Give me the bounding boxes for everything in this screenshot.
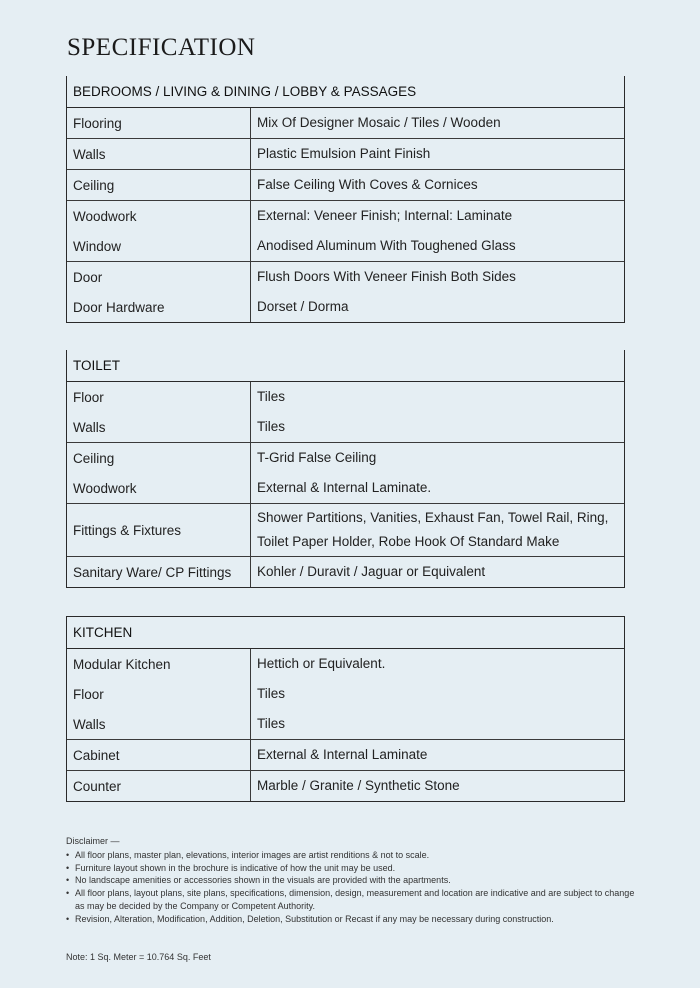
spec-label: Flooring	[73, 115, 122, 131]
spec-value: Tiles	[250, 679, 624, 709]
spec-label: Ceiling	[73, 450, 115, 466]
table-row	[67, 679, 624, 709]
spec-label: Door Hardware	[73, 299, 165, 315]
disclaimer-item: • All floor plans, master plan, elevations, interior images are artist renditions & not to scale.	[66, 849, 636, 862]
spec-table-toilet	[66, 350, 625, 588]
spec-group	[67, 262, 624, 322]
spec-group	[67, 139, 624, 170]
table-row	[67, 382, 624, 412]
spec-value: Shower Partitions, Vanities, Exhaust Fan, Towel Rail, Ring, Toilet Paper Holder, Robe Hook Of Standard Make	[250, 504, 624, 556]
spec-label: Floor	[73, 686, 104, 702]
table-row	[67, 443, 624, 473]
spec-value: External & Internal Laminate.	[250, 473, 624, 503]
table-row	[67, 412, 624, 442]
table-row	[67, 201, 624, 231]
spec-value: Tiles	[250, 412, 624, 442]
spec-group	[67, 108, 624, 139]
table-row	[67, 262, 624, 292]
disclaimer-item: • No landscape amenities or accessories shown in the visuals are provided with the apartments.	[66, 874, 636, 887]
spec-label: Walls	[73, 716, 106, 732]
section-heading: TOILET	[67, 350, 624, 382]
spec-value: Plastic Emulsion Paint Finish	[250, 139, 624, 169]
spec-value: Hettich or Equivalent.	[250, 649, 624, 679]
spec-label: Fittings & Fixtures	[73, 522, 182, 538]
spec-group	[67, 504, 624, 557]
spec-group	[67, 649, 624, 740]
spec-value: T-Grid False Ceiling	[250, 443, 624, 473]
unit-conversion-note: Note: 1 Sq. Meter = 10.764 Sq. Feet	[66, 952, 211, 962]
page-title: SPECIFICATION	[67, 34, 256, 61]
spec-table-kitchen	[66, 616, 625, 802]
table-row	[67, 504, 624, 556]
section-heading: BEDROOMS / LIVING & DINING / LOBBY & PASSAGES	[67, 76, 624, 108]
spec-value: Marble / Granite / Synthetic Stone	[250, 771, 624, 801]
disclaimer-heading: Disclaimer —	[66, 836, 120, 846]
spec-group	[67, 382, 624, 443]
spec-label: Woodwork	[73, 480, 137, 496]
spec-label: Window	[73, 238, 122, 254]
table-row	[67, 473, 624, 503]
spec-label: Floor	[73, 389, 104, 405]
spec-label: Door	[73, 269, 103, 285]
spec-label: Sanitary Ware/ CP Fittings	[73, 564, 232, 580]
spec-label: Cabinet	[73, 747, 120, 763]
table-row	[67, 139, 624, 169]
table-row	[67, 108, 624, 138]
spec-group	[67, 443, 624, 504]
table-row	[67, 557, 624, 587]
spec-label: Woodwork	[73, 208, 137, 224]
spec-group	[67, 771, 624, 801]
spec-value: Tiles	[250, 382, 624, 412]
spec-value: False Ceiling With Coves & Cornices	[250, 170, 624, 200]
table-row	[67, 740, 624, 770]
disclaimer-item: • All floor plans, layout plans, site plans, specifications, dimension, design, measurement and location are indicative and are subject to change as may be decided by the Company or Competent Authority.	[66, 887, 636, 913]
spec-label: Counter	[73, 778, 122, 794]
disclaimer	[66, 835, 636, 926]
table-row	[67, 231, 624, 261]
table-row	[67, 170, 624, 200]
disclaimer-item: • Furniture layout shown in the brochure is indicative of how the unit may be used.	[66, 862, 636, 875]
spec-value: Tiles	[250, 709, 624, 739]
disclaimer-list	[66, 849, 636, 926]
table-row	[67, 709, 624, 739]
spec-label: Modular Kitchen	[73, 656, 171, 672]
disclaimer-item: • Revision, Alteration, Modification, Addition, Deletion, Substitution or Recast if any may be necessary during construction.	[66, 913, 636, 926]
spec-group	[67, 201, 624, 262]
spec-group	[67, 557, 624, 587]
spec-value: Dorset / Dorma	[250, 292, 624, 322]
spec-value: External: Veneer Finish; Internal: Laminate	[250, 201, 624, 231]
section-heading: KITCHEN	[67, 617, 624, 649]
spec-value: Mix Of Designer Mosaic / Tiles / Wooden	[250, 108, 624, 138]
spec-label: Ceiling	[73, 177, 115, 193]
spec-group	[67, 740, 624, 771]
table-row	[67, 649, 624, 679]
spec-label: Walls	[73, 146, 106, 162]
spec-value: External & Internal Laminate	[250, 740, 624, 770]
spec-value: Kohler / Duravit / Jaguar or Equivalent	[250, 557, 624, 587]
spec-table-bedrooms	[66, 76, 625, 323]
spec-group	[67, 170, 624, 201]
spec-value: Anodised Aluminum With Toughened Glass	[250, 231, 624, 261]
spec-label: Walls	[73, 419, 106, 435]
table-row	[67, 771, 624, 801]
table-row	[67, 292, 624, 322]
spec-value: Flush Doors With Veneer Finish Both Sides	[250, 262, 624, 292]
